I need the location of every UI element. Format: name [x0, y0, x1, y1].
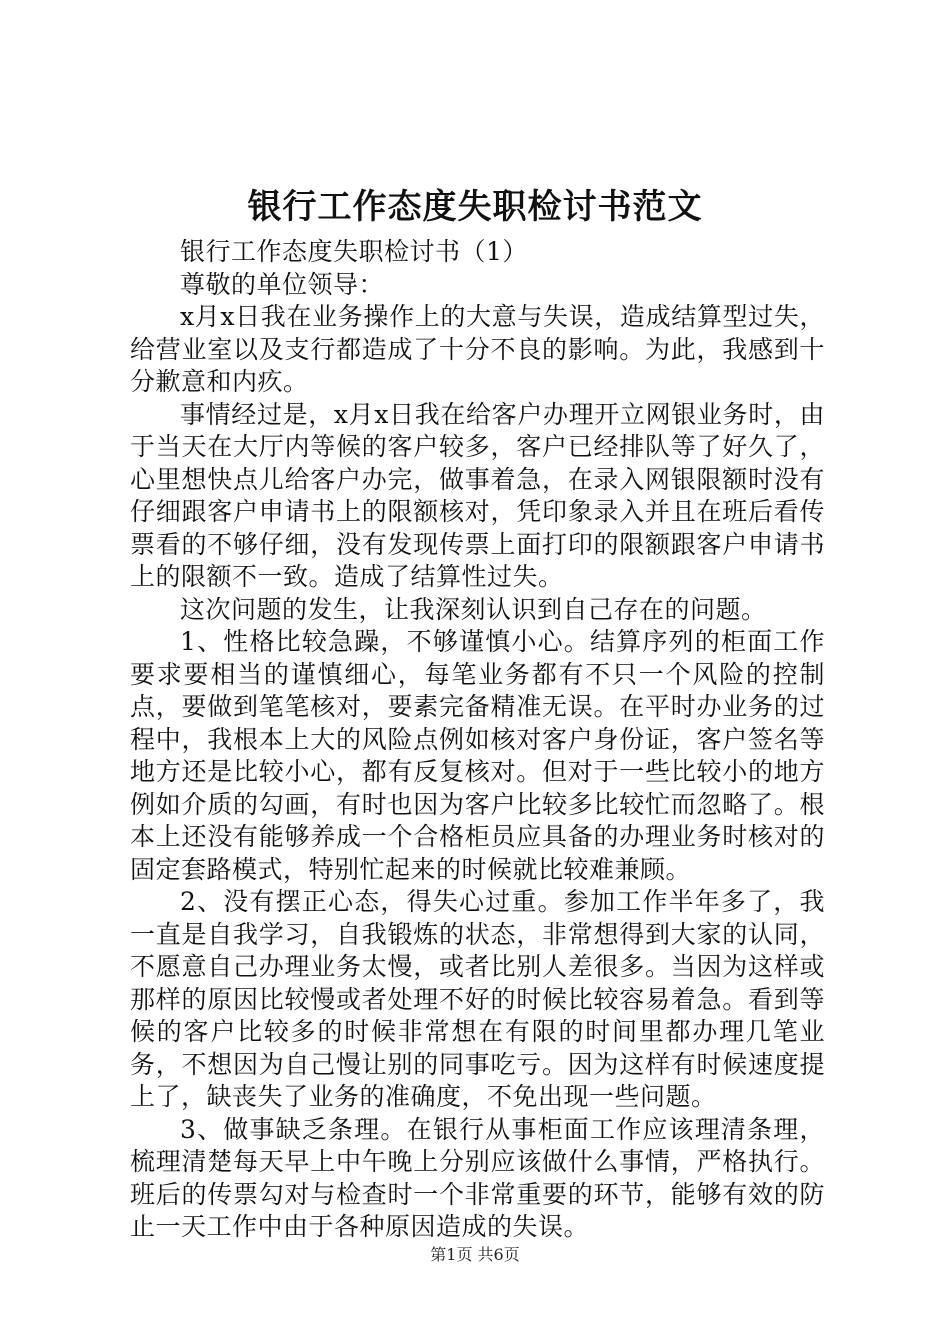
paragraph-intro: x月x日我在业务操作上的大意与失误，造成结算型过失，给营业室以及支行都造成了十分不良的影响。为此，我感到十分歉意和内疚。: [130, 302, 825, 396]
document-title: 银行工作态度失职检讨书范文: [247, 187, 703, 227]
paragraph-reflection: 这次问题的发生，让我深刻认识到自己存在的问题。: [180, 594, 767, 624]
page-number-footer: 第1页 共6页: [430, 1245, 520, 1264]
paragraph-point-2: 2、没有摆正心态，得失心过重。参加工作半年多了，我一直是自我学习，自我锻炼的状态，非常想得到大家的认同，不愿意自己办理业务太慢，或者比别人差很多。当因为这样或那样的原因比较慢或者处理不好的时候比较容易着急。看到等候的客户比较多的时候非常想在有限的时间里都办理几笔业务，不想因为自己慢让别的同事吃亏。因为这样有时候速度提上了，缺丧失了业务的准确度，不免出现一些问题。: [130, 887, 825, 1111]
document-body: [130, 236, 825, 1244]
paragraph-point-1: 1、性格比较急躁，不够谨慎小心。结算序列的柜面工作要求要相当的谨慎细心，每笔业务都有不只一个风险的控制点，要做到笔笔核对，要素完备精准无误。在平时办业务的过程中，我根本上大的风险点例如核对客户身份证，客户签名等地方还是比较小心，都有反复核对。但对于一些比较小的地方例如介质的勾画，有时也因为客户比较多比较忙而忽略了。根本上还没有能够养成一个合格柜员应具备的办理业务时核对的固定套路模式，特别忙起来的时候就比较难兼顾。: [130, 627, 825, 884]
paragraph-point-3: 3、做事缺乏条理。在银行从事柜面工作应该理清条理，梳理清楚每天早上中午晚上分别应该做什么事情，严格执行。班后的传票勾对与检查时一个非常重要的环节，能够有效的防止一天工作中由于各种原因造成的失误。: [130, 1114, 825, 1241]
paragraph-incident: 事情经过是，x月x日我在给客户办理开立网银业务时，由于当天在大厅内等候的客户较多，客户已经排队等了好久了，心里想快点儿给客户办完，做事着急，在录入网银限额时没有仔细跟客户申请书上的限额核对，凭印象录入并且在班后看传票看的不够仔细，没有发现传票上面打印的限额跟客户申请书上的限额不一致。造成了结算性过失。: [130, 399, 825, 591]
paragraph-heading: 银行工作态度失职检讨书（1）: [180, 237, 528, 266]
paragraph-salutation: 尊敬的单位领导：: [180, 269, 385, 299]
